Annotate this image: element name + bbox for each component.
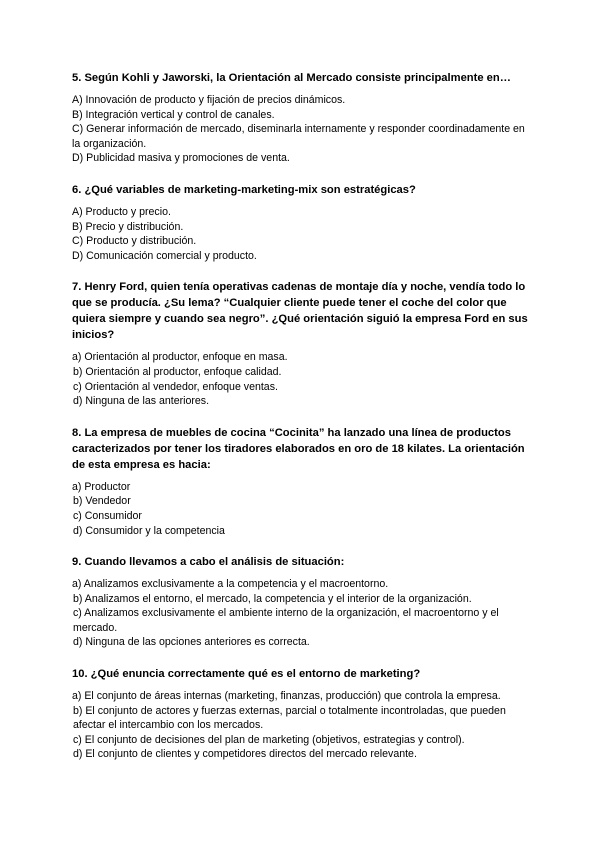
- answer-option: a) Analizamos exclusivamente a la competencia y el macroentorno.: [72, 578, 389, 591]
- answer-option: A) Producto y precio.: [72, 205, 171, 218]
- answer-option: b) El conjunto de actores y fuerzas externas, parcial o totalmente incontroladas, que pueden afectar el intercambio con los mercados.: [73, 704, 506, 732]
- answer-option: d) El conjunto de clientes y competidores directos del mercado relevante.: [73, 748, 417, 761]
- answer-option: a) Orientación al productor, enfoque en masa.: [72, 351, 288, 364]
- question-title: 5. Según Kohli y Jaworski, la Orientación al Mercado consiste principalmente en…: [72, 72, 511, 84]
- answer-option: c) Analizamos exclusivamente el ambiente interno de la organización, el macroentorno y el mercado.: [73, 607, 499, 634]
- answer-option: d) Ninguna de las anteriores.: [73, 395, 210, 408]
- answer-option: B) Integración vertical y control de canales.: [72, 108, 275, 121]
- question-title: 10. ¿Qué enuncia correctamente qué es el entorno de marketing?: [72, 668, 421, 681]
- answer-option: b) Analizamos el entorno, el mercado, la competencia y el interior de la organización.: [73, 592, 472, 605]
- answer-option: b) Orientación al productor, enfoque calidad.: [73, 365, 282, 378]
- question-8: [72, 425, 532, 538]
- question-6: [72, 182, 532, 263]
- exam-page: [72, 70, 532, 778]
- question-title: 8. La empresa de muebles de cocina “Cocinita” ha lanzado una línea de productos caracterizados por tener los tiradores elaborados en oro de 18 kilates. La orientación de esta empresa es hacia:: [72, 426, 525, 471]
- answer-option: c) El conjunto de decisiones del plan de marketing (objetivos, estrategias y control).: [73, 733, 465, 746]
- question-10: [72, 666, 532, 762]
- answer-option: a) Productor: [72, 480, 131, 493]
- question-title: 9. Cuando llevamos a cabo el análisis de situación:: [72, 556, 345, 569]
- answer-option: d) Consumidor y la competencia: [73, 524, 225, 537]
- answer-option: A) Innovación de producto y fijación de precios dinámicos.: [72, 94, 346, 106]
- answer-option: c) Orientación al vendedor, enfoque ventas.: [73, 380, 278, 393]
- answer-option: C) Generar información de mercado, diseminarla internamente y responder coordinadamente en la organización.: [72, 123, 525, 150]
- answer-option: a) El conjunto de áreas internas (marketing, finanzas, producción) que controla la empresa.: [72, 690, 501, 703]
- question-7: [72, 279, 532, 408]
- answer-option: C) Producto y distribución.: [72, 235, 197, 248]
- question-title: 7. Henry Ford, quien tenía operativas cadenas de montaje día y noche, vendía todo lo que se producía. ¿Su lema? “Cualquier cliente puede tener el coche del color que quiera siempre y cuando sea negro”. ¿Qué orientación siguió la empresa Ford en sus inicios?: [72, 281, 528, 342]
- answer-option: d) Ninguna de las opciones anteriores es correcta.: [73, 636, 310, 649]
- answer-option: D) Publicidad masiva y promociones de venta.: [72, 152, 290, 165]
- answer-option: D) Comunicación comercial y producto.: [72, 249, 257, 262]
- answer-option: b) Vendedor: [73, 495, 131, 508]
- answer-option: B) Precio y distribución.: [72, 220, 184, 233]
- question-5: [72, 70, 532, 166]
- answer-option: c) Consumidor: [73, 509, 142, 522]
- question-9: [72, 554, 532, 650]
- question-title: 6. ¿Qué variables de marketing-marketing-mix son estratégicas?: [72, 183, 416, 196]
